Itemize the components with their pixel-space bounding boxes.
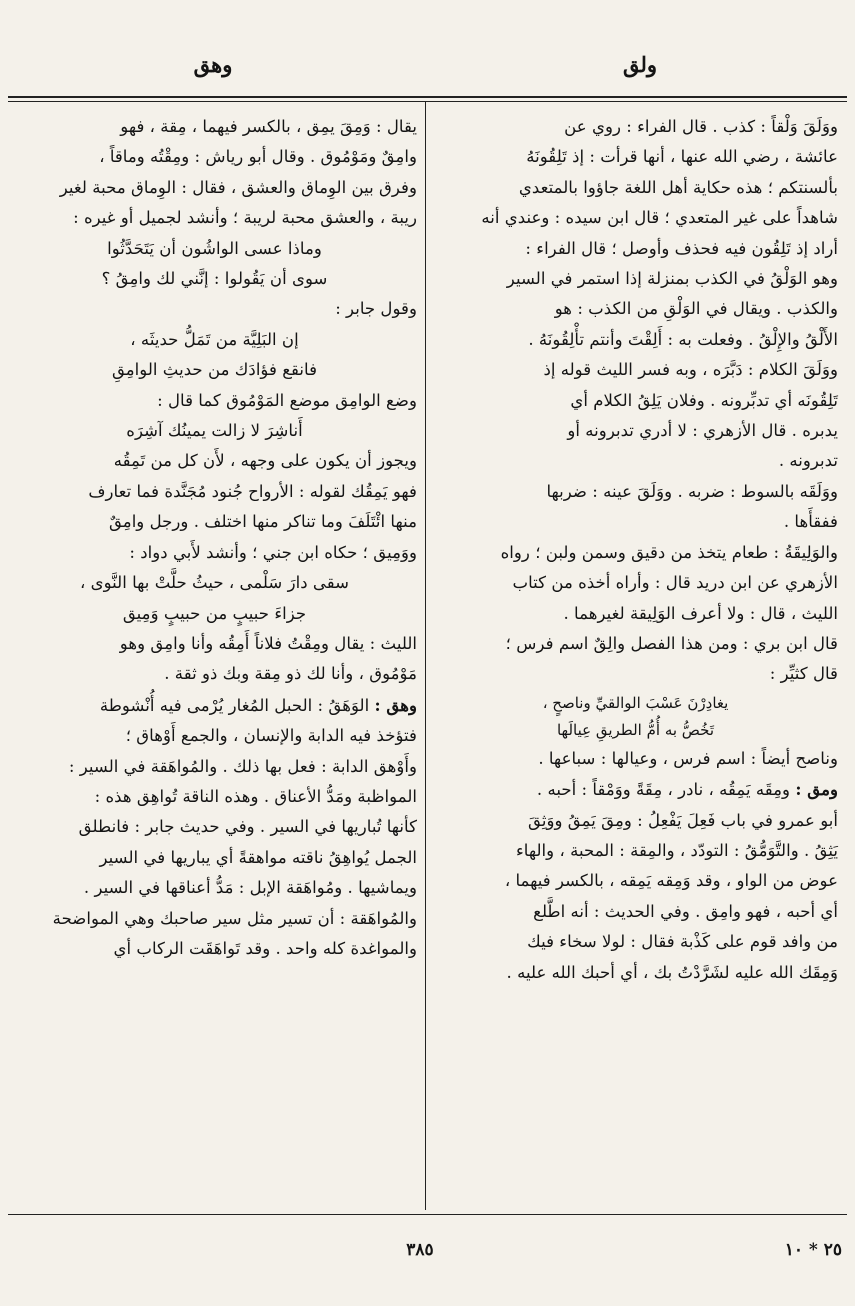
text-line: ويجوز أن يكون على وجهه ، لأَن كل من تَمِقُه [113,451,417,471]
entry-ومق [433,774,838,805]
entry-headword: وهق : [374,694,417,715]
left-header-entry: وهق [193,52,233,77]
text-line: ووَلَقَ الكلام : دَبَّرَه ، وبه فسر الليث قوله إذ [543,360,838,380]
text-line: وناصح أيضاً : اسم فرس ، وعيالها : سباعها . [538,748,838,768]
text-line: وَمِقَك الله عليه لشَرَّدْتُ بك ، أي أحبك الله عليه . [506,962,838,982]
bottom-rule [8,1214,847,1215]
verse-line: سقى دارَ سَلْمى ، حيثُ حلَّتْ بها النَّوى ، [79,573,350,593]
text-line: شاهداً على غير المتعدي ؛ قال ابن سيده : وعندي أنه [481,208,838,228]
text-line: الليث : يقال ومِقْتُ فلاناً أَمِقُه وأنا وامِق وهو [119,633,417,653]
top-rule [8,96,847,98]
text-line: أراد إذ تَلِقُون فيه فحذف وأوصل ؛ قال الفراء : [525,238,838,258]
text-line: وامِقٌ ومَوْمُوق . وقال أبو رياش : ومِقْتُه وماقاً ، [99,147,417,167]
text-line: أي أحبه ، فهو وامِق . وفي الحديث : أنه اطَّلع [533,901,838,921]
text-line: وضع الوامِق موضع المَوْمُوق كما قال : [157,390,417,410]
text-line: والمُواهَقة : أن تسير مثل سير صاحبك وهي المواضحة [52,908,417,928]
text-line: المواظبة ومَدُّ الأعناق . وهذه الناقة تُواهِق هذه : [94,786,417,806]
text-line: وفرق بين الوِماق والعشق ، فقال : الوِماق محبة لغير [59,177,417,197]
entry-headword: ومق : [795,779,838,800]
entry-وهق [12,690,417,721]
text-line: من وافد قوم على كَذْبة فقال : لولا سخاء فيك [527,932,838,952]
verse-line: فانقع فؤادَك من حديثِ الوامِقِ [111,360,318,380]
text-line: والكذب . ويقال في الوَلْقِ من الكذب : هو [554,299,838,319]
right-column [433,112,838,988]
text-line: يدبره . قال الأزهري : لا أدري تدبرونه أو [567,421,838,441]
text-line: يَثِقُ . والتَّوَمُّقُ : التودّد ، والمِقة : المحبة ، والهاء [515,840,838,860]
text-line: عوض من الواو ، وقد وَمِقه يَمِقه ، بالكسر فيهما ، [504,871,838,891]
text-line: وهو الوَلْقُ في الكذب بمنزلة إذا استمر في السير [506,269,838,289]
verse-line: أَناشِرَ لا زالت يمينُك آشِرَه [126,421,303,441]
text-line: الجمل يُواهِقُ ناقته مواهقةً أي يباريها في السير [99,847,417,867]
text-line: أبو عمرو في باب فَعِلَ يَفْعِلُ : ومِقَ يَمِقُ ووَثِقَ [528,810,838,830]
verse-line: جزاءَ حبيبٍ من حبيبٍ وَمِيق [122,603,307,623]
text-line: ووَلَقَ وَلْقاً : كذب . قال الفراء : روي عن [564,117,838,136]
verse-line: يغادِرْنَ عَسْبَ الوالقيِّ وناصحٍ ، [542,693,729,712]
text-line: ويماشيها . ومُواهَقة الإبل : مَدُّ أعناقها في السير . [83,878,417,898]
text-line: فهو يَمِقُك لقوله : الأرواح جُنود مُجَنَّدة فما تعارف [88,481,417,501]
text-line: وقول جابر : [335,299,417,319]
text-line: الأزهري عن ابن دريد قال : وأراه أخذه من كتاب [512,573,838,593]
signature-mark: ٢٥ * ١٠ [784,1240,842,1260]
page-number: ٣٨٥ [406,1240,434,1260]
text-line: ريبة ، والعشق محبة لريبة ؛ وأنشد لجميل أو غيره : [73,208,417,228]
text-line: يقال : وَمِقَ يمِق ، بالكسر فيهما ، مِقة ، فهو [120,117,417,136]
text-line: مَوْمُوق ، وأنا لك ذو مِقة وبك ذو ثقة . [164,664,417,684]
text-line: والوَلِيقَةُ : طعام يتخذ من دقيق وسمن ولبن ؛ رواه [500,542,838,562]
top-rule-thin [8,101,847,102]
column-divider [425,102,426,1210]
text-line: منها ائْتَلَفَ وما تناكر منها اختلف . ورجل وامِقٌ [108,512,417,532]
text-line: وأَوْهق الدابة : فعل بها ذلك . والمُواهَقة في السير : [68,756,417,776]
text-line: تَلِقُونَه أي تدبِّرونه . وفلان يَلِقُ الكلام أي [570,390,838,410]
text-line: والمواغدة كله واحد . وقد تَواهَقَت الركاب أي [113,938,417,958]
text-line: فتؤخذ فيه الدابة والإنسان ، والجمع أَوْهاق ؛ [125,726,417,746]
text-line: قال ابن بري : ومن هذا الفصل والِقٌ اسم فرس ؛ [505,633,838,653]
text-line: قال كثيِّر : [769,664,838,684]
text-line: ومِقَه يَمِقُه ، نادر ، مِقَةً ووَمْقاً : أحبه . [536,780,796,800]
text-line: ووَلَقَه بالسوط : ضربه . ووَلَقَ عينه : ضربها [546,481,838,501]
text-line: بألسنتكم ؛ هذه حكاية أهل اللغة جاؤوا بالمتعدي [518,177,838,197]
verse-line: وماذا عسى الواشُون أن يَتَحَدَّثُوا [107,238,322,258]
text-line: الليث ، قال : ولا أعرف الوَلِيقة لغيرهما . [563,603,838,623]
text-line: الأَلْقُ والإِلْقُ . وفعلت به : أَلِقْتَ وأنتم تأْلِقُونَهُ . [528,329,838,349]
text-line: كأنها تُباريها في السير . وفي حديث جابر : فانطلق [78,817,417,837]
text-line: الوَهَقُ : الحبل المُغار يُرْمى فيه أُنْشوطة [99,695,375,715]
verse-line: إن البَلِيَّة من تَمَلُّ حديثَه ، [130,329,299,349]
left-column [12,112,417,964]
text-line: ووَمِيق ؛ حكاه ابن جني ؛ وأنشد لأَبي دواد : [129,542,417,562]
text-line: عائشة ، رضي الله عنها ، أنها قرأت : إذ تَلِقُونَهُ [526,147,838,167]
verse-line: سوى أن يَقُولوا : إنَّني لك وامِقُ ؟ [101,269,328,289]
text-line: تدبرونه . [778,451,838,471]
verse-line: تَخُصُّ به أُمُّ الطريقِ عِيالَها [556,720,715,739]
right-header-entry: ولق [622,52,658,77]
text-line: ففقأَها . [783,512,838,532]
